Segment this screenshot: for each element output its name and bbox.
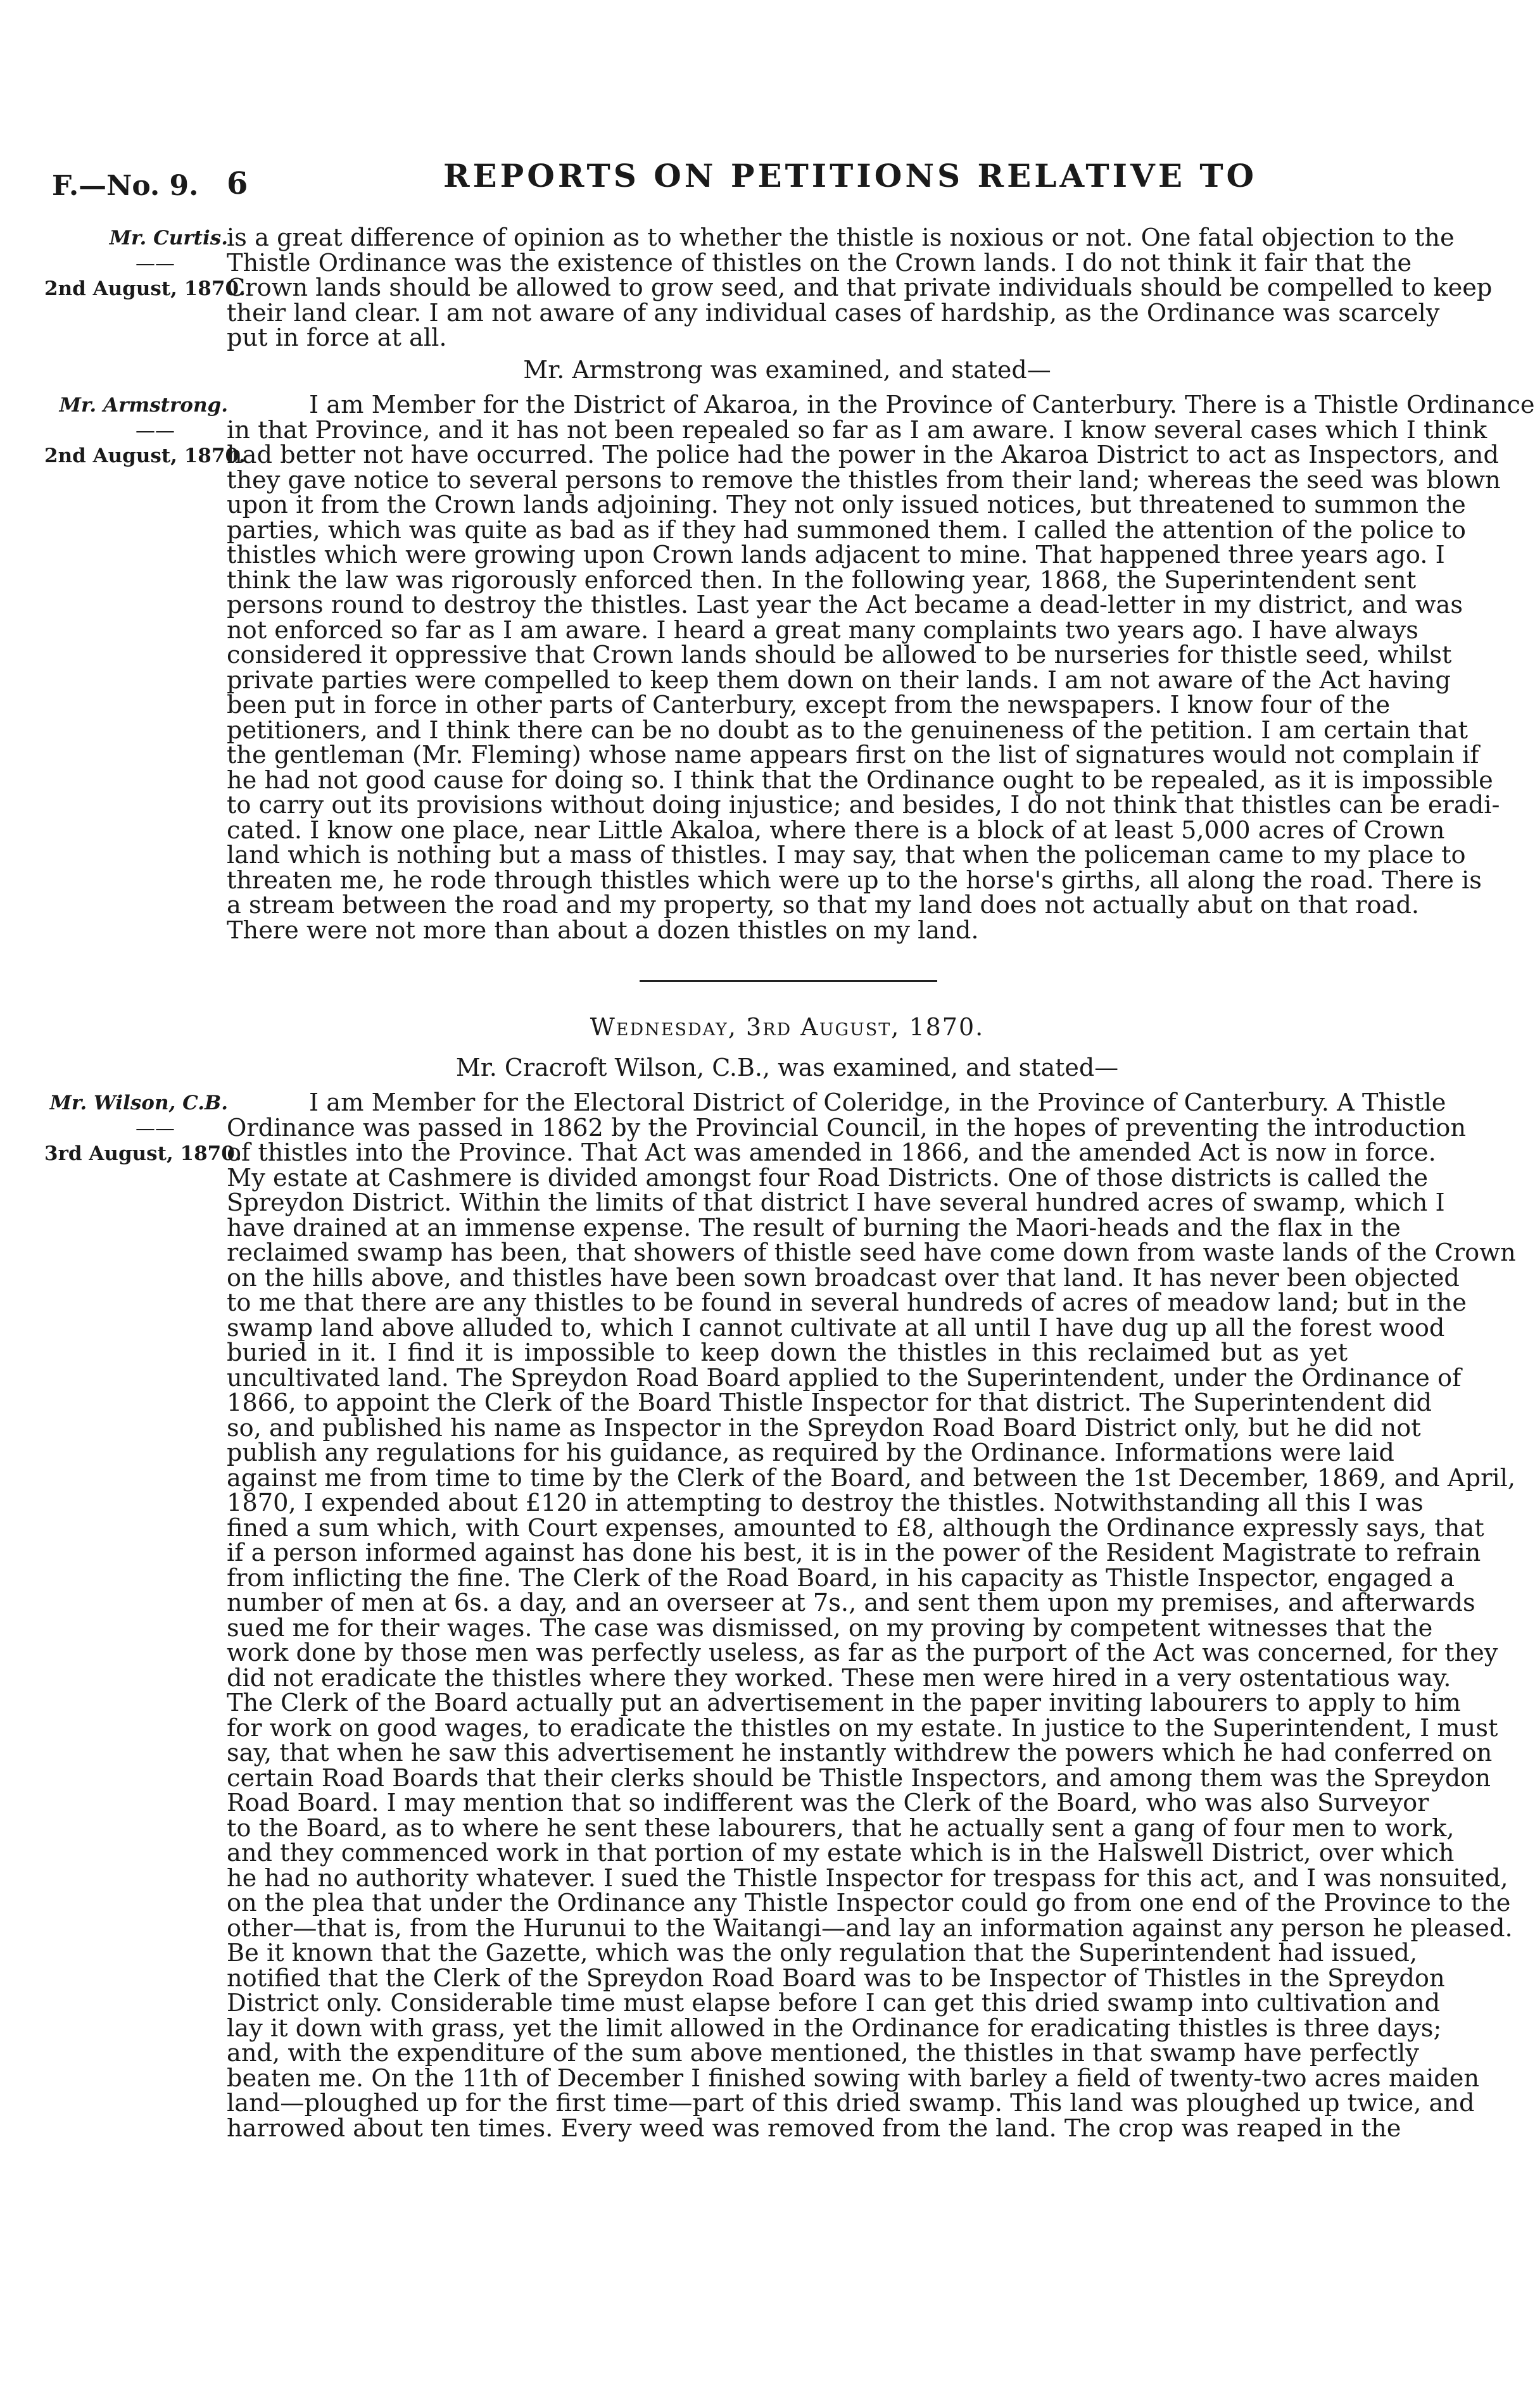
text-line: I am Member for the District of Akaroa, in the Province of Canterbury. There is a Thistle Ordinance	[309, 391, 1535, 419]
testimony-armstrong	[227, 391, 1535, 945]
margin-note-armstrong	[44, 393, 246, 469]
text-line: the gentleman (Mr. Fleming) whose name appears first on the list of signatures would not complain if	[227, 741, 1479, 769]
text-line: cated. I know one place, near Little Akaloa, where there is a block of at least 5,000 acres of Crown	[227, 816, 1445, 845]
text-line: notified that the Clerk of the Spreydon Road Board was to be Inspector of Thistles in the Spreydon	[227, 1964, 1445, 1993]
margin-witness-name: Mr. Curtis.	[109, 227, 228, 249]
text-line: to carry out its provisions without doing injustice; and besides, I do not think that thistles can be eradi-	[227, 791, 1500, 819]
text-line: land which is nothing but a mass of thistles. I may say, that when the policeman came to my place to	[227, 841, 1466, 869]
text-line: put in force at all.	[227, 324, 447, 352]
text-line: number of men at 6s. a day, and an overseer at 7s., and sent them upon my premises, and afterwards	[227, 1589, 1475, 1617]
text-line: in that Province, and it has not been repealed so far as I am aware. I know several cases which I think	[227, 415, 1488, 444]
date-heading: Wednesday, 3rd August, 1870.	[590, 1013, 985, 1041]
text-line: petitioners, and I think there can be no doubt as to the genuineness of the petition. I am certain that	[227, 715, 1469, 745]
text-line: and, with the expenditure of the sum above mentioned, the thistles in that swamp have perfectly	[227, 2039, 1419, 2067]
text-line: Spreydon District. Within the limits of that district I have several hundred acres of swamp, which I	[227, 1188, 1445, 1217]
text-line: say, that when he saw this advertisement he instantly withdrew the powers which he had conferred on	[227, 1739, 1493, 1767]
text-line: thistles which were growing upon Crown lands adjacent to mine. That happened three years ago. I	[227, 541, 1445, 569]
section-divider	[640, 980, 937, 982]
text-line: not enforced so far as I am aware. I heard a great many complaints two years ago. I have always	[227, 615, 1418, 645]
text-line: buried in it. I find it is impossible to keep down the thistles in this reclaimed but as yet	[227, 1339, 1348, 1367]
text-line: been put in force in other parts of Canterbury, except from the newspapers. I know four of the	[227, 691, 1391, 719]
margin-witness-name: Mr. Armstrong.	[59, 394, 228, 417]
text-line: to the Board, as to where he sent these labourers, that he actually sent a gang of four men to work,	[227, 1813, 1455, 1843]
text-line: Be it known that the Gazette, which was the only regulation that the Superintendent had issued,	[227, 1939, 1418, 1967]
testimony-wilson	[227, 1088, 1516, 2143]
text-line: have drained at an immense expense. The result of burning the Maori-heads and the flax in the	[227, 1213, 1401, 1242]
text-line: against me from time to time by the Clerk of the Board, and between the 1st December, 1869, and April,	[227, 1463, 1516, 1492]
text-line: did not eradicate the thistles where they worked. These men were hired in a very ostentatious way.	[227, 1663, 1451, 1693]
examination-statement-armstrong: Mr. Armstrong was examined, and stated—	[523, 356, 1051, 384]
margin-dash: ——	[136, 419, 175, 442]
testimony-curtis	[227, 224, 1493, 352]
text-line: he had not good cause for doing so. I think that the Ordinance ought to be repealed, as it is impossible	[227, 766, 1493, 795]
text-line: to me that there are any thistles to be found in several hundreds of acres of meadow land; but in the	[227, 1289, 1467, 1317]
text-line: land—ploughed up for the first time—part of this dried swamp. This land was ploughed up twice, and	[227, 2089, 1475, 2117]
text-line: private parties were compelled to keep them down on their lands. I am not aware of the Act having	[227, 665, 1451, 695]
text-line: is a great difference of opinion as to whether the thistle is noxious or not. One fatal objection to the	[227, 224, 1455, 252]
text-line: uncultivated land. The Spreydon Road Board applied to the Superintendent, under the Ordinance of	[227, 1363, 1462, 1392]
text-line: parties, which was quite as bad as if they had summoned them. I called the attention of the police to	[227, 515, 1466, 545]
text-line: I am Member for the Electoral District of Coleridge, in the Province of Canterbury. A Thistle	[309, 1088, 1446, 1117]
text-line: of thistles into the Province. That Act was amended in 1866, and the amended Act is now in force.	[227, 1138, 1436, 1167]
margin-note-wilson	[44, 1090, 242, 1166]
text-line: had better not have occurred. The police had the power in the Akaroa District to act as Inspectors, and	[227, 441, 1499, 469]
text-line: considered it oppressive that Crown lands should be allowed to be nurseries for thistle seed, whilst	[227, 641, 1452, 669]
text-line: swamp land above alluded to, which I cannot cultivate at all until I have dug up all the forest wood	[227, 1313, 1445, 1342]
text-line: harrowed about ten times. Every weed was removed from the land. The crop was reaped in the	[227, 2114, 1401, 2143]
text-line: Thistle Ordinance was the existence of thistles on the Crown lands. I do not think it fair that the	[227, 248, 1412, 277]
text-line: upon it from the Crown lands adjoining. They not only issued notices, but threatened to summon the	[227, 491, 1466, 519]
running-title: REPORTS ON PETITIONS RELATIVE TO	[443, 157, 1258, 194]
document-reference: F.—No. 9.	[52, 170, 199, 202]
margin-witness-name: Mr. Wilson, C.B.	[49, 1092, 228, 1114]
margin-dash: ——	[136, 1117, 175, 1140]
text-line: 1870, I expended about £120 in attempting to destroy the thistles. Notwithstanding all this I was	[227, 1489, 1424, 1517]
text-line: their land clear. I am not aware of any individual cases of hardship, as the Ordinance was scarcely	[227, 298, 1440, 327]
text-line: he had no authority whatever. I sued the Thistle Inspector for trespass for this act, and I was nonsuited,	[227, 1863, 1508, 1893]
text-line: certain Road Boards that their clerks should be Thistle Inspectors, and among them was the Spreydon	[227, 1763, 1491, 1793]
text-line: and they commenced work in that portion of my estate which is in the Halswell District, over which	[227, 1839, 1455, 1867]
text-line: on the plea that under the Ordinance any Thistle Inspector could go from one end of the Province to the	[227, 1889, 1511, 1917]
text-line: other—that is, from the Hurunui to the Waitangi—and lay an information against any person he pleased.	[227, 1913, 1513, 1943]
text-line: lay it down with grass, yet the limit allowed in the Ordinance for eradicating thistles is three days;	[227, 2014, 1442, 2043]
page-number: 6	[227, 166, 248, 201]
text-line: for work on good wages, to eradicate the thistles on my estate. In justice to the Superintendent, I must	[227, 1713, 1498, 1743]
text-line: work done by those men was perfectly useless, as far as the purport of the Act was concerned, for they	[227, 1639, 1498, 1667]
text-line: publish any regulations for his guidance, as required by the Ordinance. Informations were laid	[227, 1439, 1394, 1467]
text-line: reclaimed swamp has been, that showers of thistle seed have come down from waste lands of the Crown	[227, 1239, 1516, 1267]
text-line: persons round to destroy the thistles. Last year the Act became a dead-letter in my district, and was	[227, 591, 1463, 619]
margin-date: 2nd August, 1870.	[44, 444, 246, 467]
examination-statement-wilson: Mr. Cracroft Wilson, C.B., was examined, and stated—	[455, 1054, 1119, 1081]
text-line: Crown lands should be allowed to grow seed, and that private individuals should be compelled to keep	[227, 274, 1493, 302]
text-line: from inflicting the fine. The Clerk of the Road Board, in his capacity as Thistle Inspector, engaged a	[227, 1563, 1455, 1592]
text-line: a stream between the road and my property, so that my land does not actually abut on that road.	[227, 891, 1420, 919]
margin-date: 2nd August, 1870.	[44, 277, 246, 300]
text-line: fined a sum which, with Court expenses, amounted to £8, although the Ordinance expressly says, that	[227, 1513, 1484, 1542]
text-line: Road Board. I may mention that so indifferent was the Clerk of the Board, who was also Surveyor	[227, 1789, 1429, 1817]
margin-dash: ——	[136, 252, 175, 275]
text-line: they gave notice to several persons to remove the thistles from their land; whereas the seed was blown	[227, 465, 1501, 495]
text-line: My estate at Cashmere is divided amongst four Road Districts. One of those districts is called the	[227, 1163, 1428, 1192]
text-line: beaten me. On the 11th of December I finished sowing with barley a field of twenty-two acres maiden	[227, 2064, 1480, 2093]
text-line: 1866, to appoint the Clerk of the Board Thistle Inspector for that district. The Superintendent did	[227, 1389, 1432, 1417]
text-line: on the hills above, and thistles have been sown broadcast over that land. It has never been objected	[227, 1263, 1460, 1292]
text-line: think the law was rigorously enforced then. In the following year, 1868, the Superintendent sent	[227, 565, 1417, 595]
text-line: The Clerk of the Board actually put an advertisement in the paper inviting labourers to apply to him	[227, 1689, 1461, 1717]
text-line: Ordinance was passed in 1862 by the Provincial Council, in the hopes of preventing the introduction	[227, 1113, 1467, 1142]
text-line: sued me for their wages. The case was dismissed, on my proving by competent witnesses that the	[227, 1613, 1433, 1642]
text-line: so, and published his name as Inspector in the Spreydon Road Board District only, but he did not	[227, 1413, 1421, 1442]
text-line: threaten me, he rode through thistles which were up to the horse's girths, all along the road. There is	[227, 866, 1482, 895]
margin-date: 3rd August, 1870.	[44, 1142, 242, 1165]
text-line: District only. Considerable time must elapse before I can get this dried swamp into cultivation and	[227, 1989, 1441, 2017]
text-line: if a person informed against has done his best, it is in the power of the Resident Magistrate to refrain	[227, 1539, 1481, 1567]
margin-note-curtis	[44, 225, 246, 301]
text-line: There were not more than about a dozen thistles on my land.	[227, 916, 979, 945]
